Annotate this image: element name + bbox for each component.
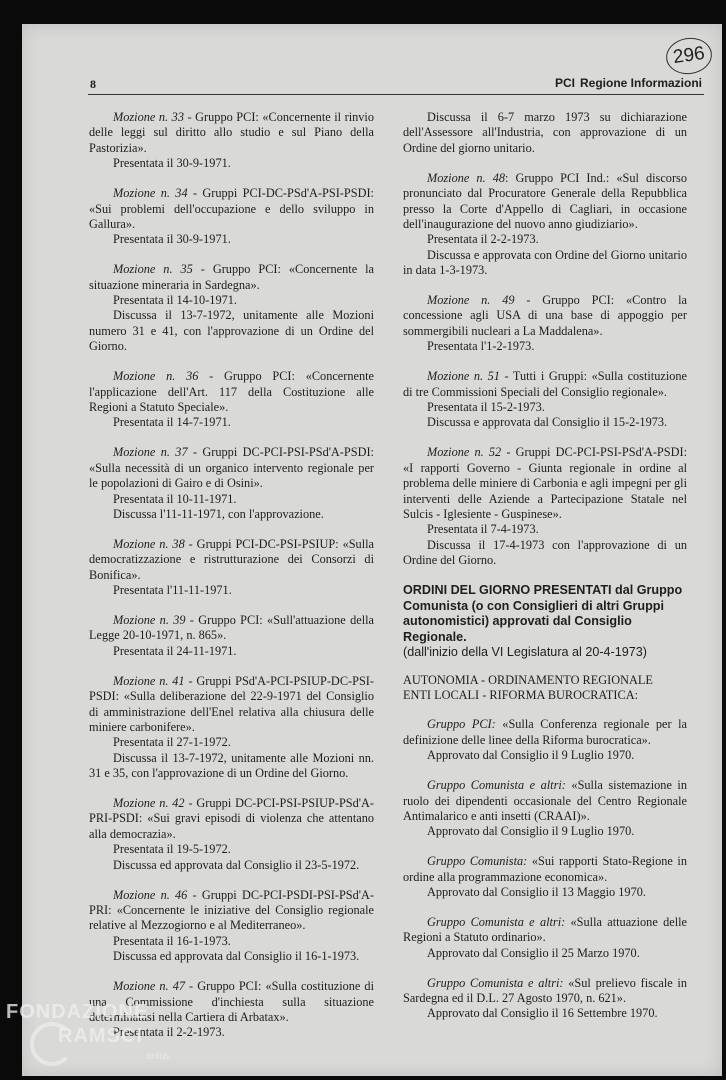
entry-status: Approvato dal Consiglio il 16 Settembre 1970. <box>427 1006 658 1021</box>
entry-text: : Gruppo PCI Ind.: «Sul discorso pronunciato dal Procuratore Generale della Repubblica presso la Corte d'Appello di Cagliari, in occasione dell'inaugurazione del nuovo anno giudiziario». <box>403 170 687 231</box>
entry-status: Presentata il 14-7-1971. <box>113 415 231 430</box>
entry-label: Mozione n. 42 <box>113 796 185 811</box>
header-rule <box>88 94 704 95</box>
motion-entry <box>89 674 374 782</box>
motion-entry <box>403 369 687 431</box>
entry-text: «Sui rapporti Stato-Regione in ordine alla programmazione economica». <box>403 854 687 884</box>
entry-status: Discussa e approvata con Ordine del Giorno unitario in data 1-3-1973. <box>403 247 687 278</box>
entry-status: Approvato dal Consiglio il 9 Luglio 1970. <box>427 824 635 839</box>
order-entry <box>403 854 687 900</box>
entry-text: - Gruppo PCI: «Sulla costituzione di una Commissione d'inchiesta sulla situazione determinatasi nella Cartiera di Arbatax». <box>89 979 374 1024</box>
entry-label: Mozione n. 46 <box>113 887 188 902</box>
motion-entry <box>89 613 374 659</box>
entry-status: Discussa ed approvata dal Consiglio il 16-1-1973. <box>113 949 360 964</box>
entry-status: Discussa ed approvata dal Consiglio il 23-5-1972. <box>113 857 360 872</box>
entry-label: Mozione n. 35 <box>113 262 193 277</box>
header-prefix: PCI <box>554 76 575 90</box>
entry-status: Presentata l'1-2-1973. <box>427 339 535 354</box>
entry-label: Gruppo Comunista e altri: <box>427 914 566 929</box>
entry-status: Presentata il 14-10-1971. <box>113 293 237 308</box>
entry-label: Gruppo Comunista e altri: <box>427 778 566 793</box>
motion-entry <box>89 888 374 965</box>
entry-status: Discussa il 13-7-1972, unitamente alle Mozioni nn. 31 e 35, con l'approvazione di un Ordine del Giorno. <box>89 750 374 781</box>
motion-entry <box>89 537 374 599</box>
entry-label: Mozione n. 34 <box>113 186 188 201</box>
entry-status: Presentata il 2-2-1973. <box>113 1025 225 1040</box>
continuation-paragraph: Discussa il 6-7 marzo 1973 su dichiarazione dell'Assessore all'Industria, con approvazione di un Ordine del giorno unitario. <box>403 110 687 155</box>
entry-label: Mozione n. 38 <box>113 536 185 551</box>
section-subheading: (dall'inizio della VI Legislatura al 20-4-1973) <box>403 645 647 660</box>
entry-label: Mozione n. 47 <box>113 979 185 994</box>
entry-status: Approvato dal Consiglio il 13 Maggio 1970. <box>427 885 646 900</box>
entry-status: Discussa l'11-11-1971, con l'approvazione. <box>113 506 324 521</box>
entry-text: - Gruppo PCI: «Concernente l'applicazione dell'Art. 117 della Costituzione alle Regioni a Statuto Speciale». <box>89 369 374 414</box>
entry-label: Mozione n. 41 <box>113 673 185 688</box>
entry-text: - Gruppi PCI-DC-PSI-PSIUP: «Sulla democratizzazione e ristrutturazione dei Consorzi di Bonifica». <box>89 536 374 582</box>
entry-text: - Gruppo PCI: «Concernente la situazione mineraria in Sardegna». <box>89 262 374 292</box>
entry-text: - Gruppi PSd'A-PCI-PSIUP-DC-PSI-PSDI: «Sulla deliberazione del 22-9-1971 del Consiglio di amministrazione dell'Enel relativa alla chiusura delle miniere carbonifere». <box>89 673 374 734</box>
entry-status: Presentata il 15-2-1973. <box>427 400 545 414</box>
entry-label: Mozione n. 51 <box>427 369 500 384</box>
entry-label: Mozione n. 52 <box>427 445 502 460</box>
order-entry <box>403 778 687 840</box>
entry-status: Presentata il 27-1-1972. <box>113 735 231 750</box>
entry-text: - Gruppi PCI-DC-PSd'A-PSI-PSDI: «Sui problemi dell'occupazione e dello sviluppo in Gallura». <box>89 186 374 231</box>
entry-status: Discussa e approvata dal Consiglio il 15-2-1973. <box>427 415 668 430</box>
topic-heading: AUTONOMIA - ORDINAMENTO REGIONALE ENTI LOCALI - RIFORMA BUROCRATICA: <box>403 672 653 702</box>
order-entry <box>403 717 687 763</box>
entry-label: Mozione n. 48 <box>427 170 506 185</box>
entry-text: - Gruppi DC-PCI-PSI-PSIUP-PSd'A-PRI-PSDI: «Sui gravi episodi di violenza che attentano alla democrazia». <box>89 796 374 841</box>
entry-status: Presentata l'11-11-1971. <box>113 583 232 598</box>
right-column <box>403 110 687 1036</box>
entry-status: Presentata il 19-5-1972. <box>113 842 231 857</box>
entry-label: Mozione n. 49 <box>427 293 515 308</box>
running-header <box>555 76 702 90</box>
motion-entry <box>89 186 374 248</box>
entry-status: Approvato dal Consiglio il 9 Luglio 1970. <box>427 748 635 763</box>
entry-status: Presentata il 10-11-1971. <box>113 491 237 506</box>
entry-label: Mozione n. 37 <box>113 445 188 460</box>
entry-status: Presentata il 30-9-1971. <box>113 156 231 171</box>
entry-status: Discussa il 17-4-1973 con l'approvazione di un Ordine del Giorno. <box>403 537 687 568</box>
document-page <box>22 24 722 1076</box>
handwritten-page-number: 296 <box>664 35 715 77</box>
entry-text: «Sulla attuazione delle Regioni a Statuto ordinario». <box>403 914 687 945</box>
order-entry <box>403 976 687 1022</box>
entry-status: Approvato dal Consiglio il 25 Marzo 1970. <box>427 945 640 960</box>
entry-label: Mozione n. 39 <box>113 612 186 627</box>
entry-text: - Gruppi DC-PCI-PSDI-PSI-PSd'A-PRI: «Concernente le iniziative del Consiglio regionale relative al Mezzogiorno e al Mediterraneo». <box>89 887 374 933</box>
motion-entry <box>89 369 374 431</box>
entry-text: - Tutti i Gruppi: «Sulla costituzione di tre Commissioni Speciali del Consiglio regionale». <box>403 369 687 399</box>
entry-text: «Sulla Conferenza regionale per la definizione delle linee della Riforma burocratica». <box>403 717 687 747</box>
entry-status: Presentata il 2-2-1973. <box>427 232 539 247</box>
entry-status: Presentata il 7-4-1973. <box>427 522 539 537</box>
motion-entry <box>403 171 687 279</box>
page-number: 8 <box>90 77 96 91</box>
motion-entry <box>403 445 687 568</box>
entry-text: - Gruppi DC-PCI-PSI-PSd'A-PSDI: «Sulla necessità di un organico intervento regionale per le popolazioni di Gairo e di Osini». <box>89 445 374 491</box>
left-column <box>89 110 374 1055</box>
entry-text: - Gruppo PCI: «Contro la concessione agli USA di una base di appoggio per sommergibili nucleari a La Maddalena». <box>403 293 687 338</box>
entry-text: «Sulla sistemazione in ruolo dei dipendenti occasionale del Centro Regionale Antimalarico e anti insetti (CRAAI)». <box>403 778 687 823</box>
entry-label: Gruppo PCI: <box>427 717 496 732</box>
fondazione-gramsci-logo: FONDAZIONE RAMSCI onlus <box>0 998 200 1080</box>
orders-list <box>403 717 687 1022</box>
motion-entry <box>89 110 374 172</box>
entry-text: «Sul prelievo fiscale in Sardegna ed il D.L. 27 Agosto 1970, n. 621». <box>403 975 688 1006</box>
entry-text: - Gruppi DC-PCI-PSI-PSd'A-PSDI: «I rapporti Governo - Giunta regionale in ordine al problema delle miniere di Carbonia e agli impegni per gli interventi delle Aziende a Partecipazione Statale nel Sulcis - Iglesiente - Guspinese». <box>403 445 687 521</box>
entry-status: Presentata il 30-9-1971. <box>113 232 231 247</box>
entry-text: - Gruppo PCI: «Sull'attuazione della Legge 20-10-1971, n. 865». <box>89 612 374 643</box>
section-heading: ORDINI DEL GIORNO PRESENTATI dal Gruppo Comunista (o con Consiglieri di altri Gruppi autonomistici) approvati dal Consiglio Regionale. <box>403 583 683 644</box>
order-entry <box>403 915 687 961</box>
entry-status: Presentata il 24-11-1971. <box>113 643 237 658</box>
motion-entry <box>403 293 687 355</box>
motion-entry <box>89 796 374 873</box>
motion-entry <box>89 262 374 354</box>
motion-entry <box>89 445 374 522</box>
entry-label: Gruppo Comunista: <box>427 854 528 869</box>
header-title: Regione Informazioni <box>579 76 702 90</box>
entry-label: Mozione n. 36 <box>113 369 199 384</box>
entry-text: - Gruppo PCI: «Concernente il rinvio delle leggi sul diritto allo studio e sul Piano della Pastorizia». <box>89 110 374 155</box>
entry-status: Presentata il 16-1-1973. <box>113 933 231 948</box>
entry-label: Mozione n. 33 <box>113 110 184 124</box>
entry-status: Discussa il 13-7-1972, unitamente alle Mozioni numero 31 e 41, con l'approvazione di un Ordine del Giorno. <box>89 308 374 354</box>
entry-label: Gruppo Comunista e altri: <box>427 975 564 990</box>
right-motions <box>403 171 687 569</box>
